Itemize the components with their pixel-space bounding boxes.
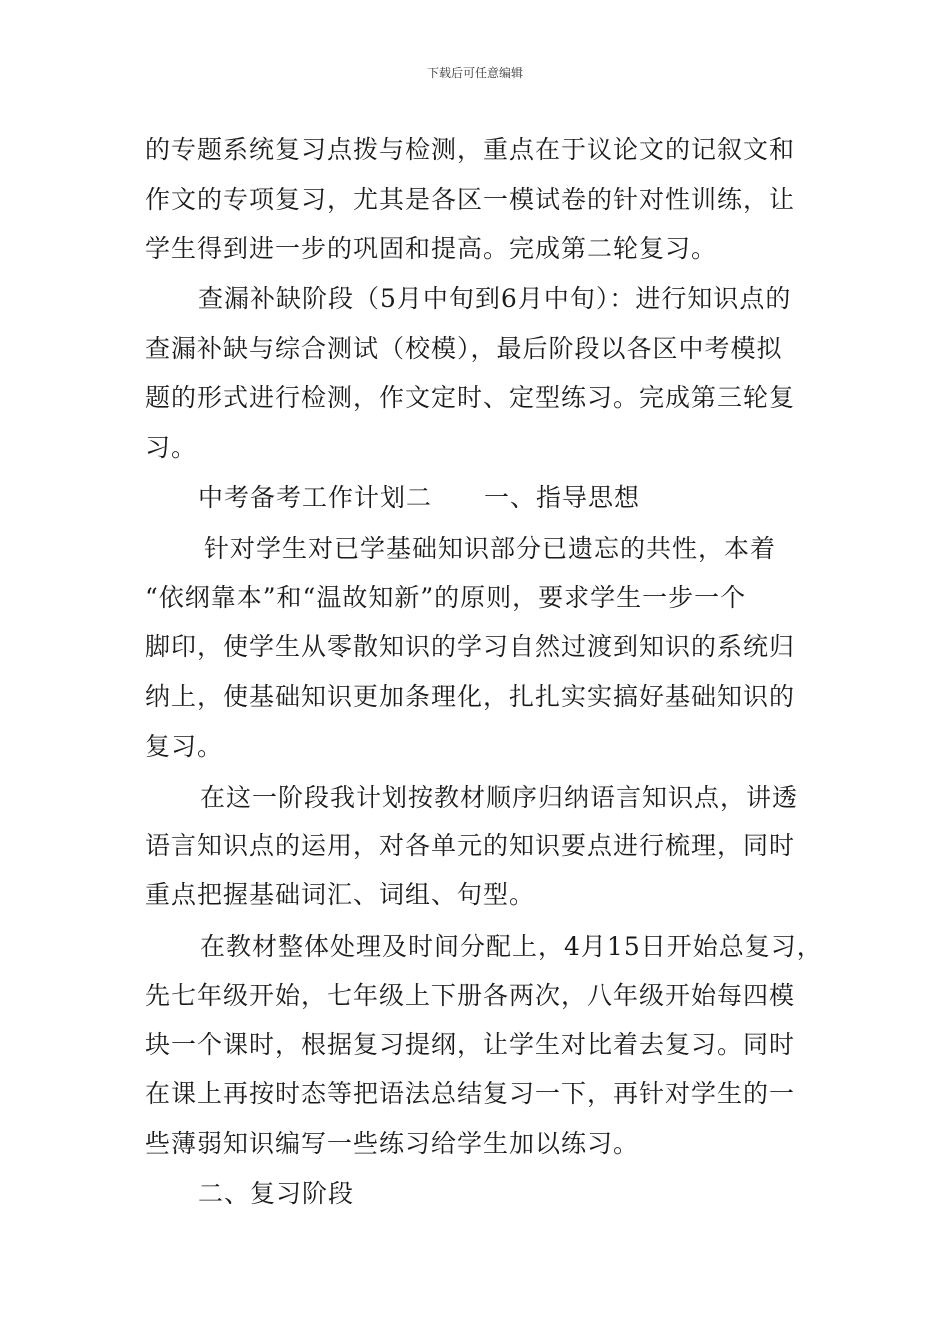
body-line: 针对学生对已学基础知识部分已遗忘的共性，本着 bbox=[204, 534, 777, 563]
body-line: 纳上，使基础知识更加条理化，扎扎实实搞好基础知识的 bbox=[145, 682, 796, 711]
body-line: 学生得到进一步的巩固和提高。完成第二轮复习。 bbox=[145, 234, 718, 263]
body-line: 在课上再按时态等把语法总结复习一下，再针对学生的一 bbox=[145, 1079, 796, 1108]
body-line: 些薄弱知识编写一些练习给学生加以练习。 bbox=[145, 1129, 640, 1158]
section-heading: 二、复习阶段 bbox=[198, 1179, 355, 1208]
body-line: 习。 bbox=[145, 433, 198, 462]
body-line: 查漏补缺阶段（5月中旬到6月中旬）：进行知识点的 bbox=[198, 284, 792, 313]
body-line: 重点把握基础词汇、词组、句型。 bbox=[145, 880, 536, 909]
body-line: 在这一阶段我计划按教材顺序归纳语言知识点，讲透 bbox=[200, 783, 799, 812]
body-line: 语言知识点的运用，对各单元的知识要点进行梳理，同时 bbox=[145, 831, 796, 860]
page-header-note: 下载后可任意编辑 bbox=[426, 66, 523, 80]
body-line: 块一个课时，根据复习提纲，让学生对比着去复习。同时 bbox=[145, 1030, 796, 1059]
section-heading: 中考备考工作计划二 一、指导思想 bbox=[198, 483, 641, 512]
body-line: 题的形式进行检测，作文定时、定型练习。完成第三轮复 bbox=[145, 383, 796, 412]
body-line: 查漏补缺与综合测试（校模），最后阶段以各区中考模拟 bbox=[145, 334, 783, 363]
body-line: 复习。 bbox=[145, 732, 224, 761]
body-line: 脚印，使学生从零散知识的学习自然过渡到知识的系统归 bbox=[145, 632, 796, 661]
body-line: 的专题系统复习点拨与检测，重点在于议论文的记叙文和 bbox=[145, 135, 796, 164]
body-line: “依纲靠本”和“温故知新”的原则，要求学生一步一个 bbox=[145, 583, 747, 612]
body-line: 在教材整体处理及时间分配上，4月15日开始总复习， bbox=[200, 932, 823, 961]
body-line: 作文的专项复习，尤其是各区一模试卷的针对性训练，让 bbox=[145, 185, 796, 214]
body-line: 先七年级开始，七年级上下册各两次，八年级开始每四模 bbox=[145, 981, 796, 1010]
